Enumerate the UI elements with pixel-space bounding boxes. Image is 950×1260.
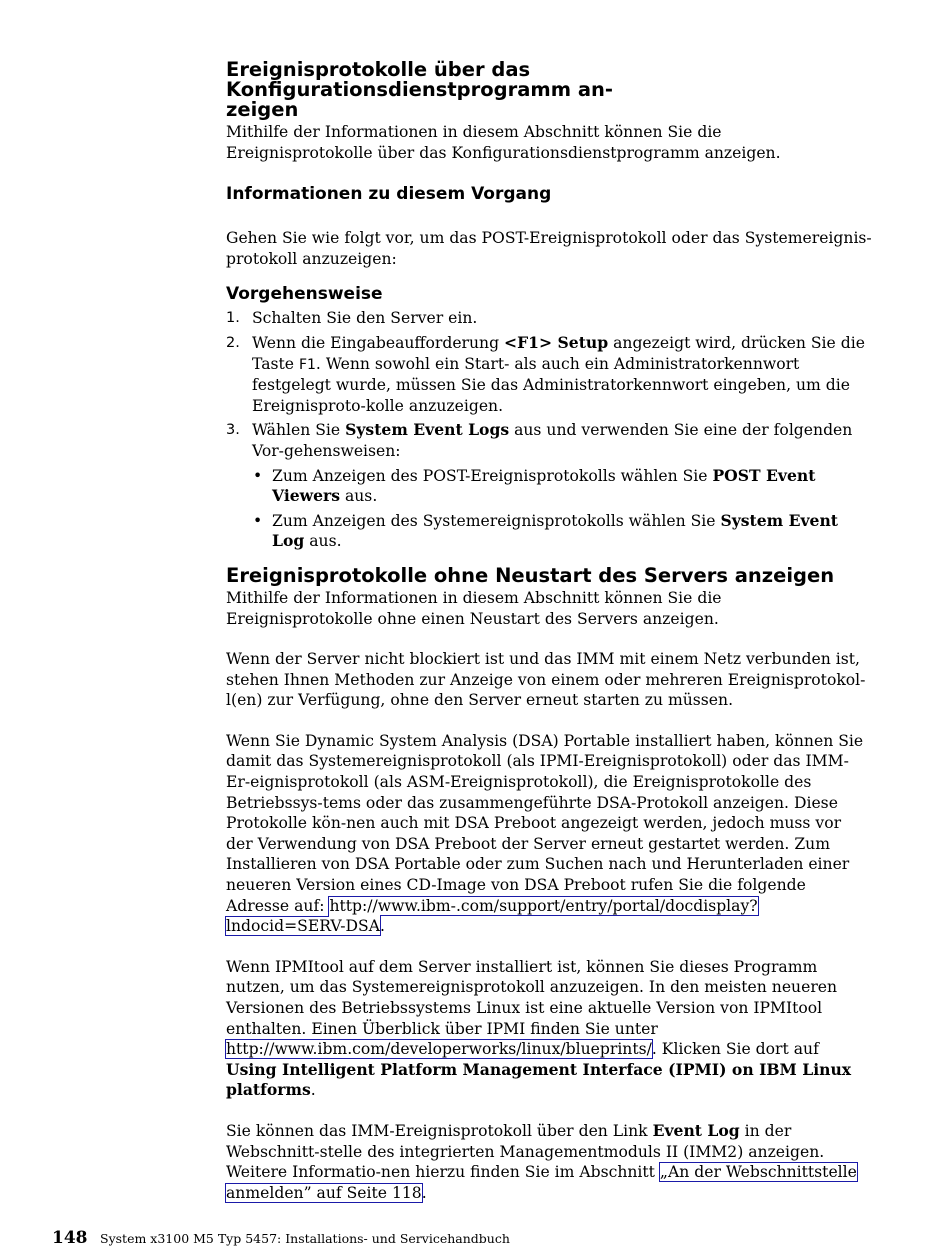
section-intro: Mithilfe der Informationen in diesem Abschnitt können Sie die Ereignisprotokolle über das Konfigurationsdienstprogramm anzeigen. xyxy=(226,123,781,162)
paragraph: Wenn der Server nicht blockiert ist und das IMM mit einem Netz verbunden ist, stehen Ihnen Methoden zur Anzeige von einem oder mehreren Ereignisprotokol-l(en) zur Verfügung, ohne den Server erneut starten zu müssen. xyxy=(226,650,866,710)
step-number: 3. xyxy=(226,422,240,439)
step-text: Schalten Sie den Server ein. xyxy=(252,309,478,328)
about-heading: Informationen zu diesem Vorgang xyxy=(226,184,552,205)
list-item: • Zum Anzeigen des Systemereignisprotokolls wählen Sie System Event Log aus. xyxy=(253,510,838,551)
step-1 xyxy=(226,308,872,329)
paragraph-ipmitool: Wenn IPMItool auf dem Server installiert ist, können Sie dieses Programm nutzen, um das Systemereignisprotokoll anzuzeigen. In den meisten neueren Versionen des Betriebssystems Linux ist eine aktuelle Version von IPMItool enthalten. Einen Überblick über IPMI finden Sie unter http://www.ibm.com/developerworks/linux/blueprints/. Klicken Sie dort auf Using Intelligent Platform Management Interface (IPMI) on IBM Linux platforms. xyxy=(226,957,852,1100)
web-interface-login-link[interactable]: „An der Webschnittstelle anmelden” auf Seite 118 xyxy=(226,1163,857,1202)
step-2 xyxy=(226,333,872,416)
bullet: • xyxy=(253,511,263,530)
bullet: • xyxy=(253,466,263,485)
dsa-link[interactable]: http://www.ibm-.com/support/entry/portal/docdisplay?lndocid=SERV-DSA xyxy=(226,896,758,936)
paragraph-dsa: Wenn Sie Dynamic System Analysis (DSA) Portable installiert haben, können Sie damit das Systemereignisprotokoll (als IPMI-Ereignisprotokoll) oder das IMM-Er-eignisprotokoll (als ASM-Ereignisprotokoll), die Ereignisprotokolle des Betriebssys-tems oder das zusammengeführte DSA-Protokoll anzeigen. Diese Protokolle kön-nen auch mit DSA Preboot angezeigt werden, jedoch muss vor der Verwendung von DSA Preboot der Server erneut gestartet werden. Zum Installieren von DSA Portable oder zum Suchen nach und Herunterladen einer neueren Version eines CD-Image von DSA Preboot rufen Sie die folgende Adresse auf: http://www.ibm-.com/support/entry/portal/docdisplay?lndocid=SERV-DSA. xyxy=(226,731,864,936)
about-text: Gehen Sie wie folgt vor, um das POST-Ereignisprotokoll oder das Systemereignis-protokoll anzuzeigen: xyxy=(226,229,872,268)
section-title-config-utility: Ereignisprotokolle über das Konfigurationsdienstprogramm an- zeigen xyxy=(226,58,613,121)
ipmi-blueprints-link[interactable]: http://www.ibm.com/developerworks/linux/blueprints/ xyxy=(226,1040,652,1059)
step-number: 1. xyxy=(226,310,240,327)
paragraph-imm: Sie können das IMM-Ereignisprotokoll über den Link Event Log in der Webschnitt-stelle des integrierten Managementmoduls II (IMM2) anzeigen. Weitere Informatio-nen hierzu finden Sie im Abschnitt „An der Webschnittstelle anmelden” auf Seite 118. xyxy=(226,1120,857,1202)
step-number: 2. xyxy=(226,334,240,351)
key-f1: F1 xyxy=(298,356,316,373)
book-title: System x3100 M5 Typ 5457: Installations- und Servicehandbuch xyxy=(100,1231,510,1246)
section-intro: Mithilfe der Informationen in diesem Abschnitt können Sie die Ereignisprotokolle ohne einen Neustart des Servers anzeigen. xyxy=(226,588,722,628)
step-3 xyxy=(226,420,872,461)
page-number: 148 xyxy=(52,1228,88,1248)
list-item: • Zum Anzeigen des POST-Ereignisprotokolls wählen Sie POST Event Viewers aus. xyxy=(253,465,816,506)
section-title-no-restart: Ereignisprotokolle ohne Neustart des Servers anzeigen xyxy=(226,563,835,587)
step-text: Wenn die Eingabeaufforderung <F1> Setup angezeigt wird, drücken Sie die Taste F1. Wenn sowohl ein Start- als auch ein Administratorkennwort festgelegt wurde, müssen Sie das Administratorkennwort eingeben, um die Ereignisproto-kolle anzuzeigen. xyxy=(252,332,865,415)
step-text: Wählen Sie System Event Logs aus und verwenden Sie eine der folgenden Vor-gehensweisen: xyxy=(252,420,853,460)
procedure-heading: Vorgehensweise xyxy=(226,284,383,305)
page-footer xyxy=(52,1228,510,1248)
page-content xyxy=(226,60,872,1203)
